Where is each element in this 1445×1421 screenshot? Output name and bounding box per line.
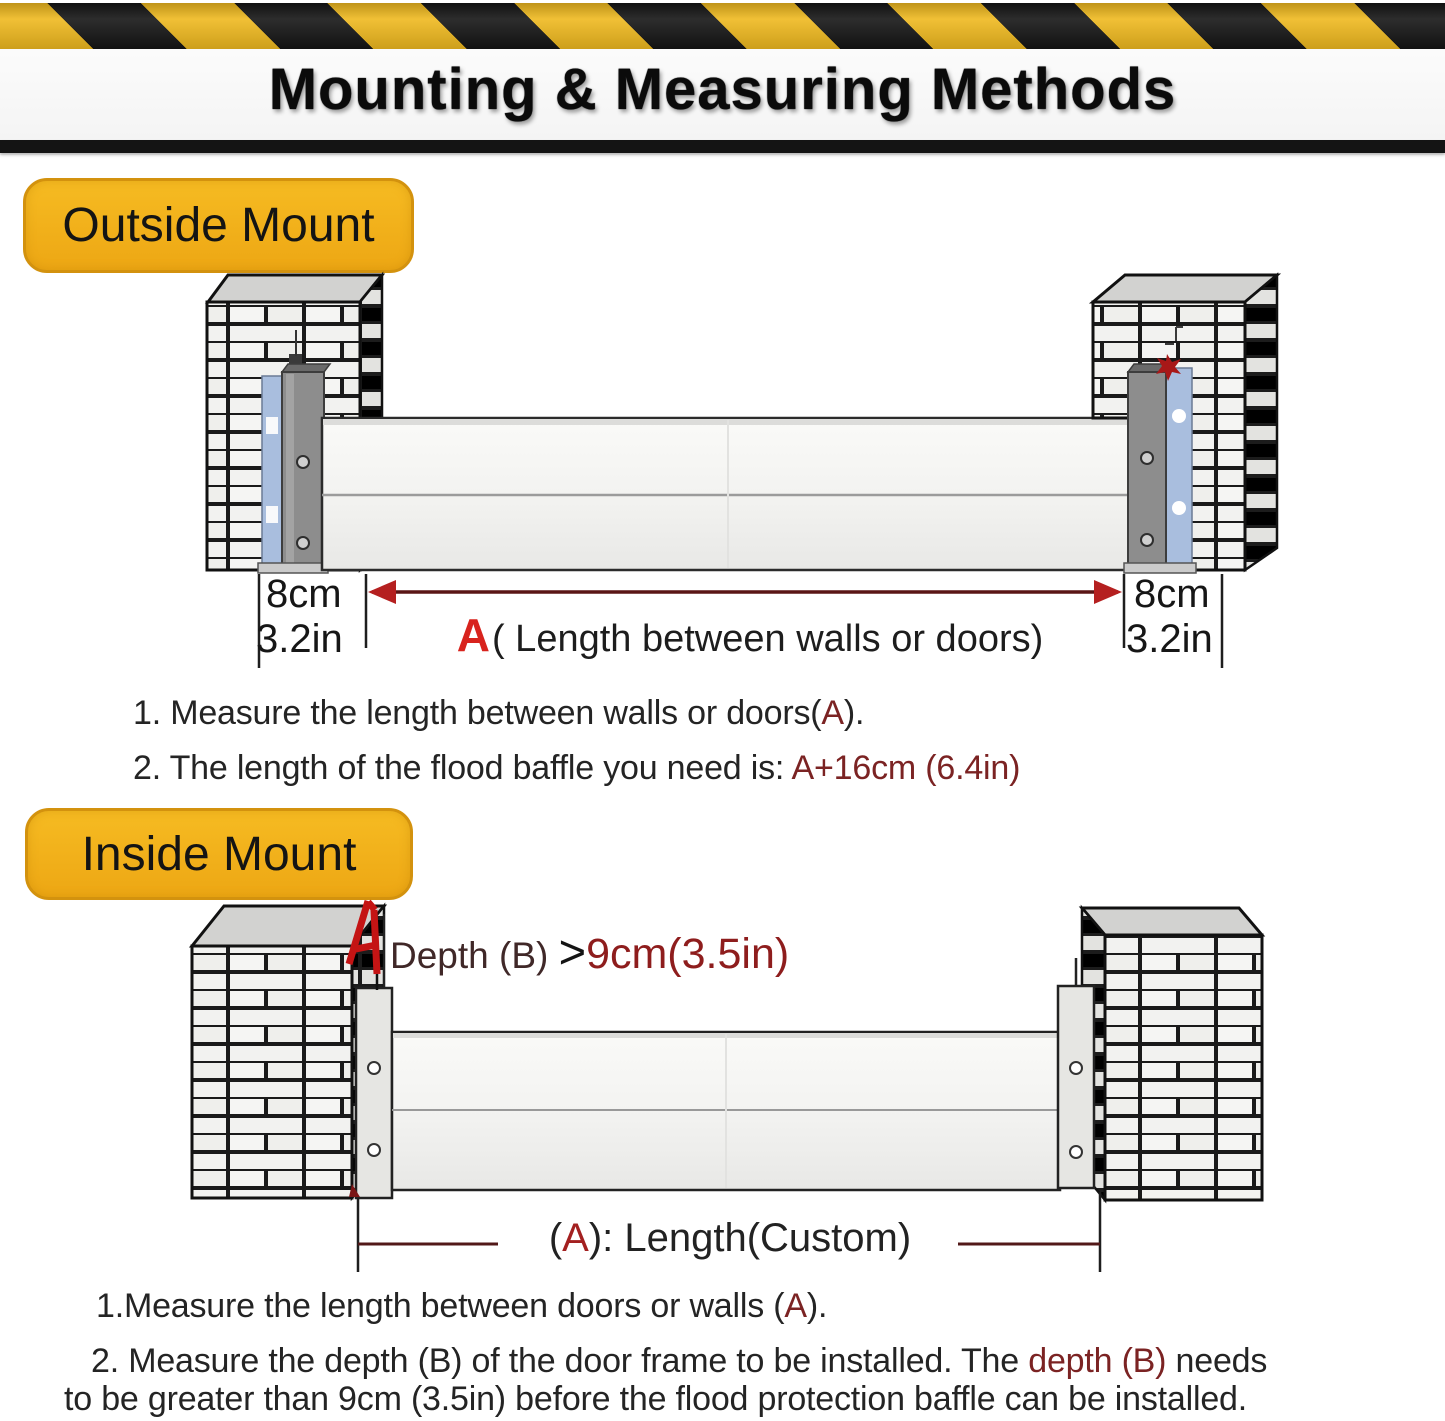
length-arrowhead-right [1094,580,1122,604]
outside-left-dim-cm: 8cm [266,572,342,616]
page-title: Mounting & Measuring Methods [268,57,1177,122]
outside-right-mounting-channel [1124,354,1196,573]
outside-step-2 [133,749,1020,788]
inside-right-pillar [1082,908,1262,1200]
inside-step-2-text: 2. Measure the depth (B) of the door frame to be installed. The [91,1342,1029,1380]
inside-step-1-end: ). [806,1287,828,1325]
inside-step-1 [96,1287,827,1326]
outside-right-dim-in: 3.2in [1126,617,1213,661]
outside-left-dim-in: 3.2in [256,617,343,661]
inside-mount-label: Inside Mount [25,808,413,900]
inside-right-mounting-channel [1058,958,1094,1188]
outside-left-mounting-channel [258,364,330,573]
depth-requirement-label [390,924,789,979]
banner [0,0,1445,155]
outside-step-1 [133,694,864,733]
depth-label-value: 9cm(3.5in) [586,930,790,978]
outside-step-2-accent: A+16cm (6.4in) [791,749,1021,787]
inside-length-label [505,1216,955,1261]
inside-length-paren: ( [548,1216,563,1260]
outside-step-2-text: 2. The length of the flood baffle you need is: [133,749,792,787]
outside-step-1-text: 1. Measure the length between walls or doors( [133,694,822,732]
length-a-letter: A [456,609,490,661]
hazard-stripe-band [0,3,1445,49]
outside-right-dim-cm: 8cm [1134,572,1210,616]
inside-step-2-line-2: to be greater than 9cm (3.5in) before the flood protection baffle can be installed. [64,1380,1247,1418]
depth-label-text: Depth (B) [390,935,559,976]
inside-length-a-letter: A [562,1216,589,1260]
flood-barrier-panel-outside [322,418,1130,570]
banner-divider-bar [0,140,1445,153]
inside-step-2-accent: depth (B) [1028,1342,1167,1380]
inside-step-2-end: needs [1166,1342,1268,1380]
length-a-text: ( Length between walls or doors) [491,618,1044,660]
outside-length-label [380,608,1120,662]
outside-step-1-accent: A [821,694,844,732]
outside-step-1-end: ). [843,694,865,732]
inside-step-1-accent: A [784,1287,807,1325]
inside-length-text: ): Length(Custom) [588,1216,912,1260]
length-arrowhead-left [368,580,396,604]
inside-step-1-text: 1.Measure the length between doors or walls ( [96,1287,785,1325]
greater-than-sign: > [558,925,587,978]
inside-step-2-line-1 [91,1342,1267,1381]
outside-mount-label: Outside Mount [23,178,414,273]
flood-barrier-panel-inside [392,1032,1060,1190]
